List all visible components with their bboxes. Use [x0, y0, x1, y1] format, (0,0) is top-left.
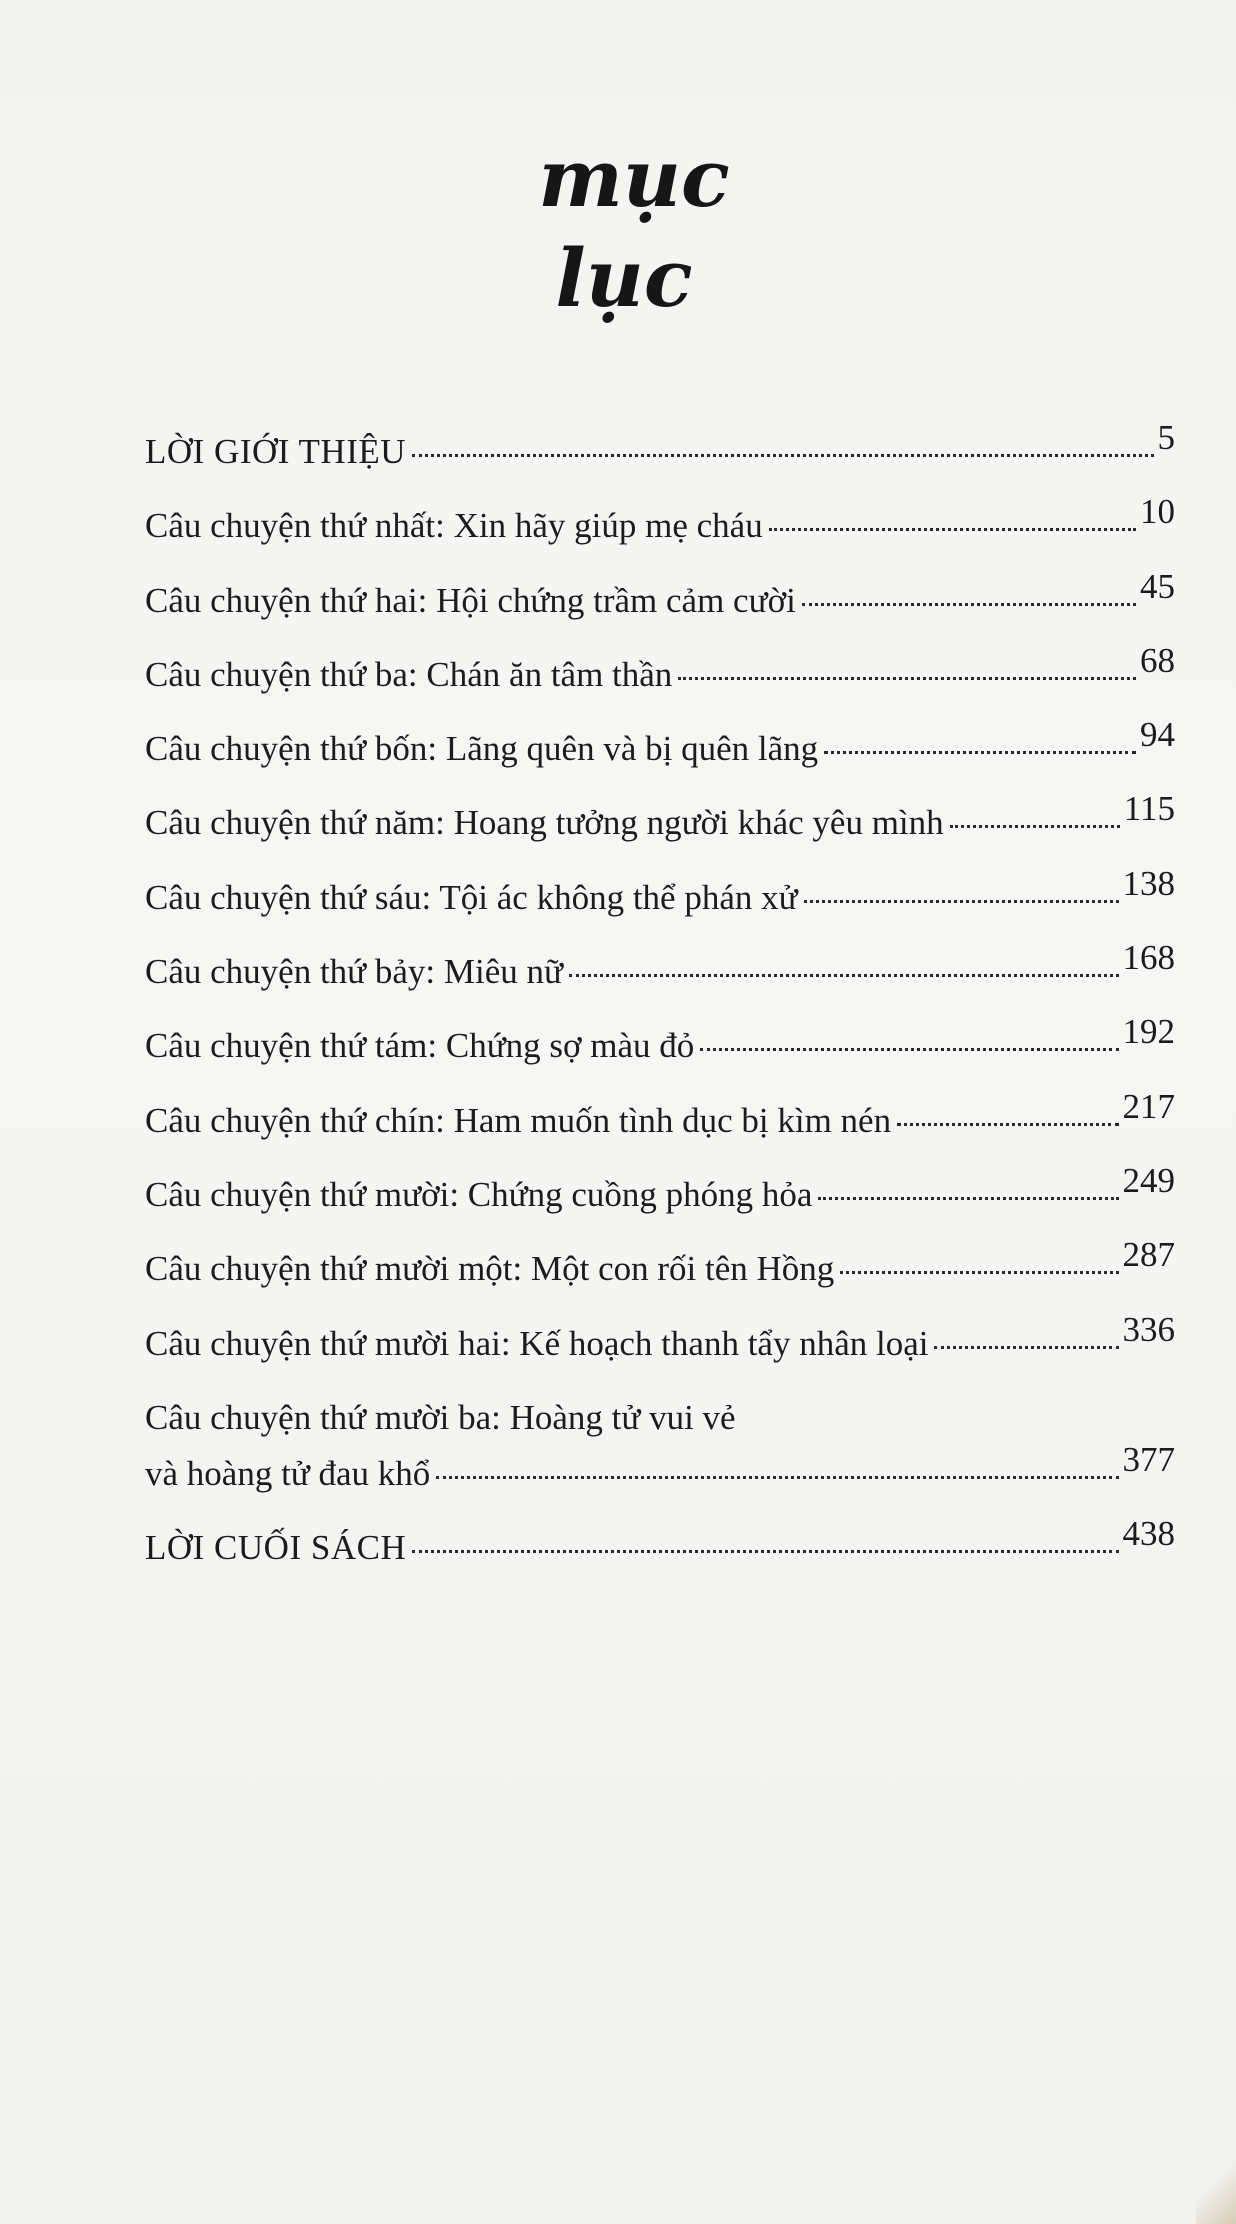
table-of-contents: [145, 418, 1175, 1600]
toc-entry-page: 249: [1122, 1160, 1175, 1200]
dot-leader: [840, 1271, 1118, 1274]
toc-entry-label-continued: và hoàng tử đau khổ: [145, 1453, 431, 1493]
toc-entry-label: Câu chuyện thứ hai: Hội chứng trầm cảm cười: [145, 580, 796, 620]
toc-entry-label: Câu chuyện thứ mười hai: Kế hoạch thanh tẩy nhân loại: [145, 1323, 929, 1363]
dot-leader: [700, 1048, 1118, 1051]
toc-entry-page: 68: [1140, 640, 1175, 680]
toc-entry-story-11[interactable]: [145, 1235, 1175, 1321]
toc-entry-label: Câu chuyện thứ nhất: Xin hãy giúp mẹ cháu: [145, 506, 763, 546]
toc-entry-label: Câu chuyện thứ chín: Ham muốn tình dục bị kìm nén: [145, 1100, 892, 1140]
dot-leader: [950, 825, 1120, 828]
toc-entry-story-13[interactable]: [145, 1396, 1175, 1526]
toc-entry-label: Câu chuyện thứ mười một: Một con rối tên Hồng: [145, 1249, 835, 1289]
toc-entry-story-2[interactable]: [145, 566, 1175, 653]
toc-entry-story-7[interactable]: [145, 938, 1175, 1024]
toc-entry-page: 5: [1157, 418, 1175, 457]
dot-leader: [897, 1123, 1118, 1126]
dot-leader: [412, 454, 1153, 457]
toc-entry-label: Câu chuyện thứ tám: Chứng sợ màu đỏ: [145, 1026, 695, 1066]
toc-entry-page: 10: [1140, 492, 1175, 532]
dot-leader: [569, 974, 1118, 977]
toc-entry-label: Câu chuyện thứ mười: Chứng cuồng phóng hỏa: [145, 1174, 813, 1214]
page-title: [0, 128, 1236, 328]
toc-entry-page: 168: [1122, 938, 1175, 978]
toc-entry-page: 217: [1122, 1086, 1175, 1126]
toc-entry-label: Câu chuyện thứ sáu: Tội ác không thể phán xử: [145, 877, 798, 917]
toc-entry-page: 94: [1140, 715, 1175, 755]
toc-entry-story-1[interactable]: [145, 492, 1175, 578]
toc-entry-page: 115: [1123, 789, 1175, 829]
dot-leader: [818, 1197, 1118, 1200]
title-line-1: mục: [538, 131, 730, 225]
toc-entry-story-12[interactable]: [145, 1309, 1175, 1396]
title-line-2: lục: [555, 231, 693, 325]
toc-entry-page: 438: [1122, 1513, 1175, 1553]
toc-entry-introduction[interactable]: [145, 418, 1175, 504]
toc-entry-story-5[interactable]: [145, 789, 1175, 875]
dot-leader: [436, 1476, 1118, 1479]
dot-leader: [769, 528, 1136, 531]
toc-entry-label: Câu chuyện thứ năm: Hoang tưởng người khác yêu mình: [145, 803, 944, 843]
toc-entry-page: 45: [1140, 566, 1175, 606]
toc-entry-story-10[interactable]: [145, 1160, 1175, 1247]
toc-entry-label: Câu chuyện thứ bốn: Lãng quên và bị quên lãng: [145, 729, 819, 769]
toc-entry-story-3[interactable]: [145, 640, 1175, 727]
toc-entry-page: 138: [1122, 863, 1175, 903]
toc-entry-label: Câu chuyện thứ mười ba: Hoàng tử vui vẻ: [145, 1397, 736, 1437]
toc-entry-label: LỜI GIỚI THIỆU: [145, 432, 407, 471]
toc-entry-page: 377: [1122, 1439, 1175, 1479]
dot-leader: [678, 677, 1136, 680]
toc-entry-label: Câu chuyện thứ bảy: Miêu nữ: [145, 952, 564, 992]
dot-leader: [824, 751, 1136, 754]
dot-leader: [934, 1346, 1118, 1349]
toc-entry-story-8[interactable]: [145, 1012, 1175, 1098]
page-corner-shadow: [1196, 2154, 1236, 2224]
toc-entry-page: 192: [1122, 1012, 1175, 1052]
toc-entry-story-9[interactable]: [145, 1086, 1175, 1173]
toc-entry-story-6[interactable]: [145, 863, 1175, 950]
dot-leader: [804, 900, 1119, 903]
toc-entry-label: Câu chuyện thứ ba: Chán ăn tâm thần: [145, 654, 673, 694]
dot-leader: [412, 1550, 1118, 1553]
dot-leader: [802, 603, 1136, 606]
toc-entry-label: LỜI CUỐI SÁCH: [145, 1527, 407, 1567]
toc-entry-page: 287: [1122, 1235, 1175, 1275]
toc-entry-page: 336: [1122, 1309, 1175, 1349]
toc-entry-afterword[interactable]: [145, 1513, 1175, 1600]
toc-entry-story-4[interactable]: [145, 715, 1175, 801]
